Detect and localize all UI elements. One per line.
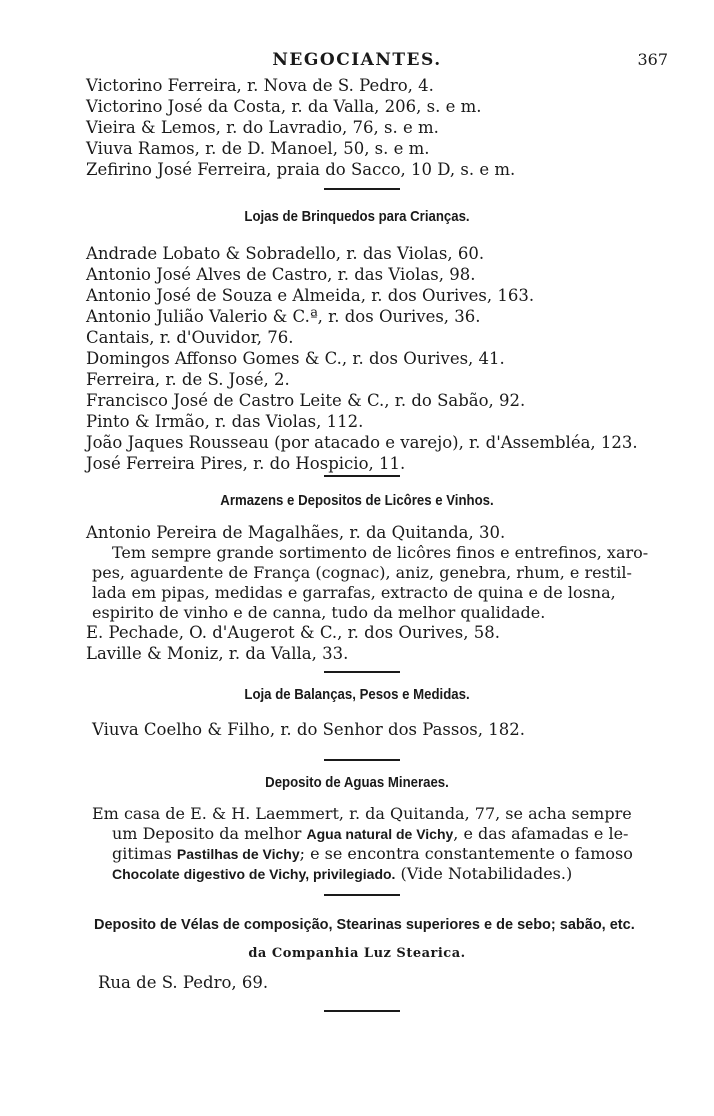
liquor-more-entries	[86, 622, 686, 664]
list-item: Antonio José Alves de Castro, r. das Violas, 98.	[86, 265, 476, 284]
section-divider	[324, 759, 400, 761]
list-item: João Jaques Rousseau (por atacado e varejo), r. d'Assembléa, 123.	[86, 433, 638, 452]
list-item: Vieira & Lemos, r. do Lavradio, 76, s. e m.	[86, 118, 439, 137]
section-divider	[324, 894, 400, 896]
section-title-waters: Deposito de Aguas Mineraes.	[265, 774, 449, 791]
text-run: gitimas	[112, 844, 177, 863]
running-title: NEGOCIANTES.	[272, 50, 442, 70]
product-name: Chocolate digestivo de Vichy, privilegiado.	[112, 866, 396, 882]
list-item: Viuva Ramos, r. de D. Manoel, 50, s. e m.	[86, 139, 430, 158]
section-divider	[324, 475, 400, 477]
product-name: Agua natural de Vichy	[306, 826, 454, 842]
section-divider	[324, 188, 400, 190]
list-item: Antonio Julião Valerio & C.ª, r. dos Ourives, 36.	[86, 307, 481, 326]
paragraph-line	[92, 864, 657, 884]
product-name: Pastilhas de Vichy	[176, 846, 300, 862]
list-item: Antonio José de Souza e Almeida, r. dos Ourives, 163.	[86, 286, 535, 305]
list-item: Francisco José de Castro Leite & C., r. do Sabão, 92.	[86, 391, 526, 410]
running-head	[0, 50, 714, 74]
merchant-list-continued	[86, 75, 686, 180]
paragraph-line: lada em pipas, medidas e garrafas, extracto de quina e de losna,	[92, 583, 616, 602]
list-item: Viuva Coelho & Filho, r. do Senhor dos Passos, 182.	[92, 720, 525, 739]
section-title-toys: Lojas de Brinquedos para Crianças.	[244, 208, 470, 225]
text-run: , e das afamadas e le-	[453, 824, 629, 843]
text-run: um Deposito da melhor	[112, 824, 307, 843]
paragraph-line	[92, 824, 657, 844]
list-item: Victorino José da Costa, r. da Valla, 206, s. e m.	[86, 97, 482, 116]
section-title-liquors: Armazens e Depositos de Licôres e Vinhos.	[220, 492, 494, 509]
section-title-scales: Loja de Balanças, Pesos e Medidas.	[244, 686, 470, 703]
list-item: Ferreira, r. de S. José, 2.	[86, 370, 290, 389]
text-run: (Vide Notabilidades.)	[395, 864, 573, 883]
paragraph-line: espirito de vinho e de canna, tudo da melhor qualidade.	[92, 603, 546, 622]
list-item: Pinto & Irmão, r. das Violas, 112.	[86, 412, 364, 431]
paragraph-line	[92, 844, 657, 864]
paragraph-line: pes, aguardente de França (cognac), aniz, genebra, rhum, e restil-	[92, 563, 632, 582]
list-item: Zefirino José Ferreira, praia do Sacco, 10 D, s. e m.	[86, 160, 516, 179]
list-item: José Ferreira Pires, r. do Hospicio, 11.	[86, 454, 406, 473]
list-item: Antonio Pereira de Magalhães, r. da Quitanda, 30.	[86, 523, 506, 542]
section-divider	[324, 671, 400, 673]
liquor-description	[92, 543, 657, 623]
candles-address: Rua de S. Pedro, 69.	[98, 973, 269, 992]
section-divider	[324, 1010, 400, 1012]
scales-list	[92, 719, 692, 740]
candles-title: Deposito de Vélas de composição, Stearinas superiores e de sebo; sabão, etc.	[94, 917, 635, 933]
list-item: Cantais, r. d'Ouvidor, 76.	[86, 328, 294, 347]
page-number: 367	[637, 50, 668, 69]
paragraph-line: Tem sempre grande sortimento de licôres finos e entrefinos, xaro-	[112, 543, 649, 562]
waters-paragraph	[92, 804, 657, 884]
list-item: Victorino Ferreira, r. Nova de S. Pedro, 4.	[86, 76, 434, 95]
list-item: Andrade Lobato & Sobradello, r. das Violas, 60.	[86, 244, 485, 263]
paragraph-line: Em casa de E. & H. Laemmert, r. da Quitanda, 77, se acha sempre	[92, 804, 632, 823]
list-item: Domingos Affonso Gomes & C., r. dos Ourives, 41.	[86, 349, 505, 368]
text-run: ; e se encontra constantemente o famoso	[299, 844, 633, 863]
toy-shops-list	[86, 243, 686, 474]
list-item: E. Pechade, O. d'Augerot & C., r. dos Ourives, 58.	[86, 623, 500, 642]
liquor-first-entry	[86, 522, 686, 543]
candles-company: da Companhia Luz Stearica.	[248, 946, 466, 961]
list-item: Laville & Moniz, r. da Valla, 33.	[86, 644, 349, 663]
